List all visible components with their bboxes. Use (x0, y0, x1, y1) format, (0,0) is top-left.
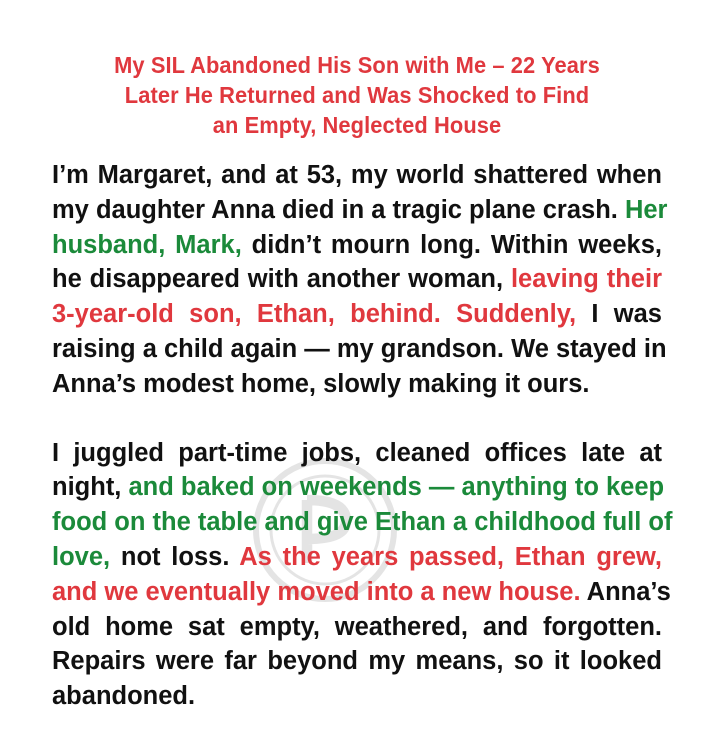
highlight-green: love, (52, 542, 111, 571)
text-segment: abandoned. (52, 682, 196, 711)
text-line (52, 679, 662, 714)
text-segment: I was (576, 300, 662, 329)
text-segment: night, (52, 473, 129, 502)
text-segment: old home sat empty, weathered, and forgotten. (52, 612, 662, 641)
text-line (52, 332, 667, 367)
highlight-red: 3-year-old son, Ethan, behind. Suddenly, (52, 300, 577, 329)
highlight-green: food on the table and give Ethan a childhood full of (52, 508, 673, 537)
text-line (52, 470, 665, 505)
text-line (52, 158, 662, 193)
title-line: Later He Returned and Was Shocked to Find (124, 82, 590, 108)
title-line: My SIL Abandoned His Son with Me – 22 Years (114, 52, 600, 78)
text-segment: Anna’s (580, 577, 671, 606)
text-line (52, 644, 662, 679)
text-line (52, 193, 668, 228)
highlight-green: and baked on weekends — anything to keep (128, 473, 665, 502)
highlight-red: and we eventually moved into a new house. (52, 577, 581, 606)
highlight-green: Her (624, 195, 668, 224)
text-segment: my daughter Anna died in a tragic plane crash. (52, 195, 625, 224)
paragraph-2 (52, 436, 673, 714)
text-line (52, 575, 671, 610)
text-line (52, 367, 662, 402)
paragraph-1 (52, 158, 668, 402)
text-line (52, 540, 662, 575)
text-segment: I juggled part-time jobs, cleaned offices late at (52, 438, 662, 467)
text-segment: not loss. (110, 542, 240, 571)
text-line (52, 297, 662, 332)
text-line (52, 505, 673, 540)
text-line (52, 262, 662, 297)
highlight-red: leaving their (510, 265, 662, 294)
title-line: an Empty, Neglected House (212, 112, 502, 138)
article-title (73, 50, 640, 140)
text-segment: Repairs were far beyond my means, so it looked (52, 647, 662, 676)
text-segment: he disappeared with another woman, (52, 265, 511, 294)
text-segment: Anna’s modest home, slowly making it ours. (52, 369, 590, 398)
text-segment: I’m Margaret, and at 53, my world shattered when (52, 161, 662, 189)
highlight-green: husband, Mark, (52, 230, 242, 259)
text-line (52, 228, 662, 263)
text-line (52, 436, 662, 471)
text-line (52, 610, 662, 645)
text-segment: raising a child again — my grandson. We stayed in (52, 334, 667, 363)
highlight-red: As the years passed, Ethan grew, (239, 542, 662, 571)
text-segment: didn’t mourn long. Within weeks, (241, 230, 662, 259)
